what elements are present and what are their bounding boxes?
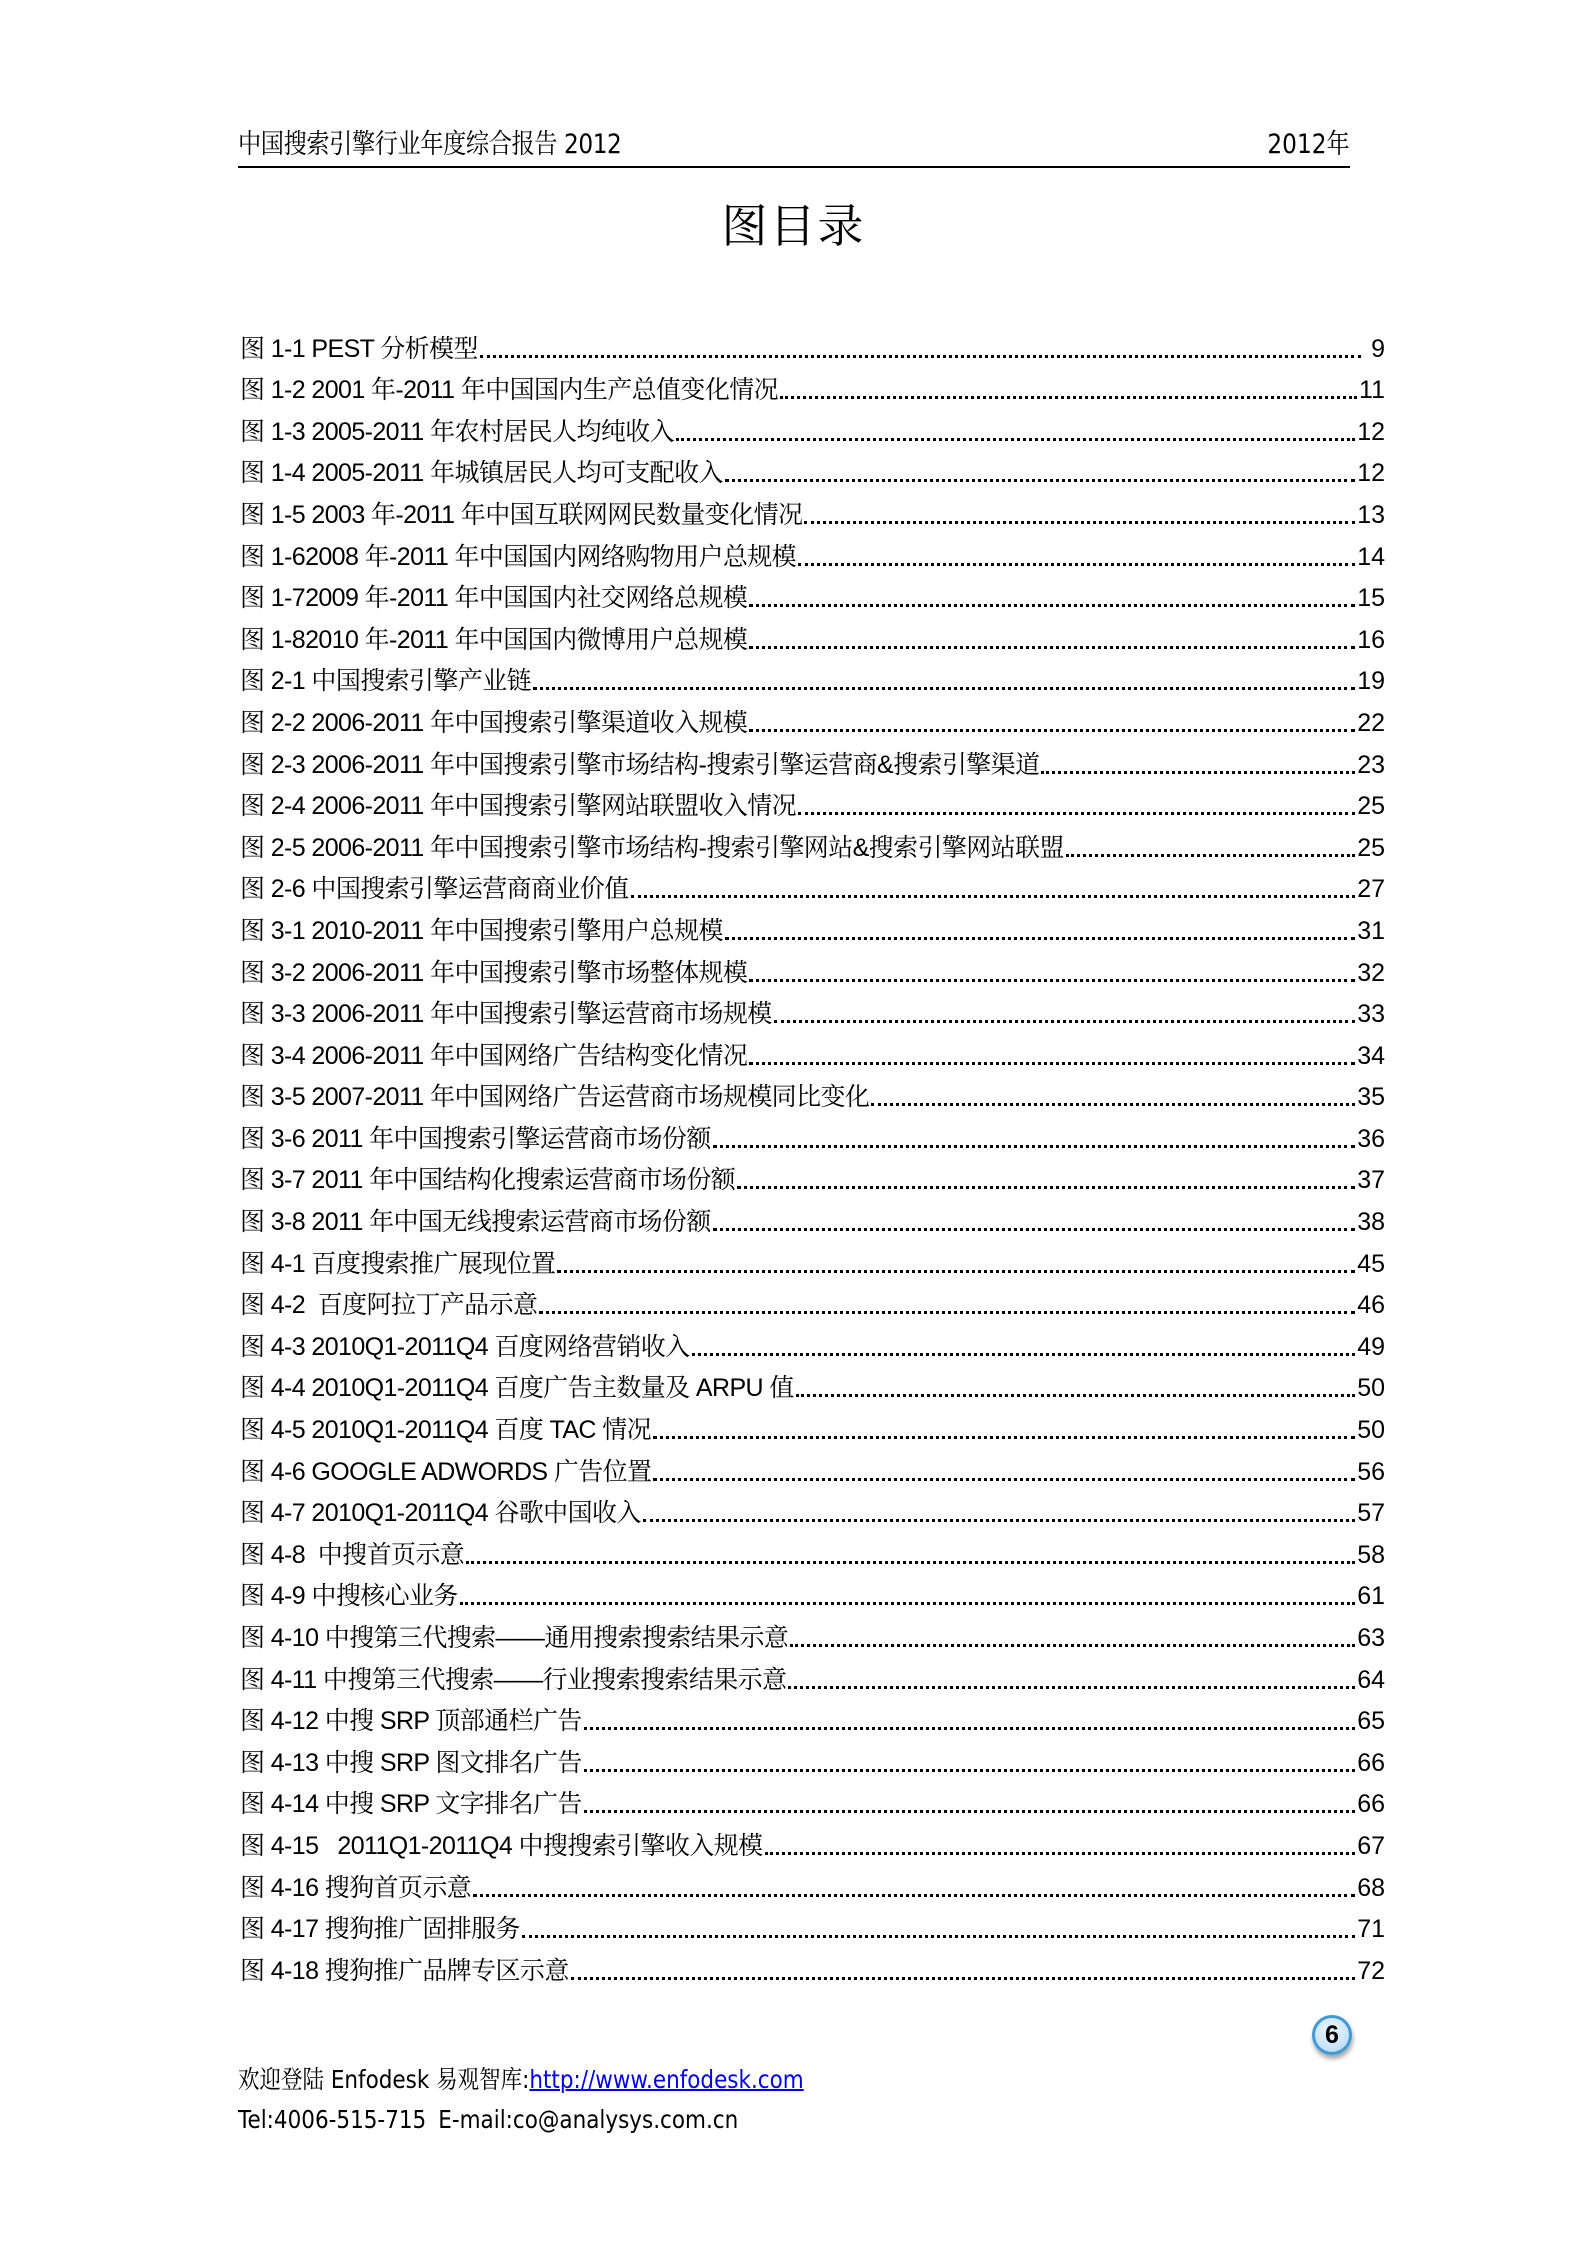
toc-entry[interactable] [240, 780, 1385, 822]
toc-entry-page-number: 46 [1357, 1291, 1385, 1320]
toc-entry-page-number: 50 [1357, 1374, 1385, 1403]
toc-entry-page-number: 19 [1357, 667, 1385, 696]
dot-leader [725, 458, 1355, 488]
toc-entry[interactable] [240, 946, 1385, 988]
toc-entry[interactable] [240, 447, 1385, 489]
toc-entry-page-number: 15 [1357, 584, 1385, 613]
toc-entry-page-number: 14 [1357, 542, 1385, 571]
dot-leader [765, 1831, 1356, 1861]
toc-entry-label: 图 2-1 中国搜索引擎产业链 [240, 667, 532, 696]
toc-entry-page-number: 11 [1359, 376, 1385, 405]
dot-leader [466, 1540, 1355, 1570]
toc-entry[interactable] [240, 1154, 1385, 1196]
toc-entry-page-number: 67 [1357, 1831, 1385, 1860]
dot-leader [571, 1956, 1355, 1986]
toc-entry-page-number: 9 [1371, 334, 1385, 363]
toc-entry-label: 图 3-7 2011 年中国结构化搜索运营商市场份额 [240, 1166, 736, 1195]
toc-entry[interactable] [240, 1861, 1385, 1903]
toc-entry-label: 图 2-2 2006-2011 年中国搜索引擎渠道收入规模 [240, 708, 748, 737]
toc-entry-label: 图 3-5 2007-2011 年中国网络广告运营商市场规模同比变化 [240, 1083, 870, 1112]
footer-welcome-line [238, 2060, 804, 2100]
toc-entry[interactable] [240, 1819, 1385, 1861]
dot-leader [713, 1207, 1355, 1237]
toc-entry[interactable] [240, 1695, 1385, 1737]
dot-leader [749, 583, 1355, 613]
page-number-badge: 6 [1312, 2015, 1352, 2055]
toc-entry-page-number: 12 [1357, 459, 1385, 488]
dot-leader [796, 1373, 1355, 1403]
page-title: 图目录 [721, 199, 866, 253]
dot-leader [522, 1914, 1355, 1944]
toc-entry-label: 图 4-14 中搜 SRP 文字排名广告 [240, 1790, 582, 1819]
dot-leader [557, 1249, 1355, 1279]
toc-entry-page-number: 35 [1357, 1083, 1385, 1112]
dot-leader [749, 625, 1355, 655]
dot-leader [653, 1457, 1355, 1487]
toc-entry-page-number: 16 [1357, 625, 1385, 654]
dot-leader [774, 999, 1356, 1029]
figure-list [240, 322, 1385, 1986]
toc-entry[interactable] [240, 863, 1385, 905]
toc-entry-page-number: 38 [1357, 1208, 1385, 1237]
toc-entry-label: 图 1-5 2003 年-2011 年中国互联网网民数量变化情况 [240, 500, 803, 529]
dot-leader [713, 1124, 1355, 1154]
dot-leader [798, 791, 1355, 821]
toc-entry-page-number: 58 [1357, 1540, 1385, 1569]
toc-entry-label: 图 4-10 中搜第三代搜索——通用搜索搜索结果示意 [240, 1624, 789, 1652]
toc-entry-label: 图 4-12 中搜 SRP 顶部通栏广告 [240, 1707, 582, 1736]
dot-leader [473, 1873, 1355, 1903]
toc-entry-label: 图 1-4 2005-2011 年城镇居民人均可支配收入 [240, 459, 723, 488]
toc-entry[interactable] [240, 1487, 1385, 1529]
dot-leader [643, 1498, 1355, 1528]
toc-entry-label: 图 4-4 2010Q1-2011Q4 百度广告主数量及 ARPU 值 [240, 1374, 794, 1403]
toc-entry[interactable] [240, 1736, 1385, 1778]
toc-entry-label: 图 4-11 中搜第三代搜索——行业搜索搜索结果示意 [240, 1665, 787, 1694]
toc-entry-page-number: 56 [1357, 1457, 1385, 1486]
toc-entry-label: 图 3-2 2006-2011 年中国搜索引擎市场整体规模 [240, 958, 748, 987]
toc-entry-page-number: 61 [1357, 1582, 1385, 1611]
toc-entry-label: 图 1-3 2005-2011 年农村居民人均纯收入 [240, 417, 675, 446]
toc-entry[interactable] [240, 1778, 1385, 1820]
report-year: 2012年 [1267, 129, 1350, 160]
toc-entry-label: 图 4-18 搜狗推广品牌专区示意 [240, 1956, 569, 1985]
toc-entry-label: 图 3-1 2010-2011 年中国搜索引擎用户总规模 [240, 916, 723, 945]
toc-entry[interactable] [240, 1362, 1385, 1404]
toc-entry-label: 图 4-5 2010Q1-2011Q4 百度 TAC 情况 [240, 1416, 652, 1445]
toc-entry[interactable] [240, 364, 1385, 406]
toc-entry[interactable] [240, 1528, 1385, 1570]
toc-entry[interactable] [240, 1029, 1385, 1071]
toc-entry-page-number: 50 [1357, 1416, 1385, 1445]
toc-entry-label: 图 1-1 PEST 分析模型 [240, 334, 478, 363]
toc-entry[interactable] [240, 696, 1385, 738]
toc-entry[interactable] [240, 1944, 1385, 1986]
toc-entry-label: 图 3-8 2011 年中国无线搜索运营商市场份额 [240, 1208, 711, 1237]
toc-entry-label: 图 4-17 搜狗推广固排服务 [240, 1915, 520, 1944]
toc-entry-page-number: 27 [1357, 875, 1385, 904]
dot-leader [749, 958, 1355, 988]
toc-entry[interactable] [240, 1570, 1385, 1612]
toc-entry-page-number: 34 [1357, 1041, 1385, 1070]
toc-entry-page-number: 25 [1357, 833, 1385, 862]
dot-leader [460, 1581, 1355, 1611]
toc-entry-label: 图 3-4 2006-2011 年中国网络广告结构变化情况 [240, 1041, 748, 1070]
toc-entry-page-number: 12 [1357, 417, 1385, 446]
toc-entry-page-number: 65 [1357, 1707, 1385, 1736]
toc-entry-page-number: 57 [1357, 1499, 1385, 1528]
toc-entry-page-number: 13 [1357, 500, 1385, 529]
dot-leader [692, 1332, 1356, 1362]
toc-entry[interactable] [240, 1611, 1385, 1653]
toc-entry-page-number: 72 [1357, 1956, 1385, 1985]
toc-entry-page-number: 63 [1357, 1624, 1385, 1652]
report-title: 中国搜索引擎行业年度综合报告 2012 [238, 129, 622, 160]
footer-tel: Tel:4006-515-715 [238, 2105, 427, 2134]
dot-leader [749, 708, 1355, 738]
toc-entry-page-number: 45 [1357, 1249, 1385, 1278]
dot-leader [631, 874, 1356, 904]
toc-entry[interactable] [240, 1403, 1385, 1445]
toc-entry-page-number: 31 [1357, 916, 1385, 945]
dot-leader [788, 1665, 1355, 1695]
dot-leader [780, 375, 1357, 405]
toc-entry-label: 图 4-2 百度阿拉丁产品示意 [240, 1291, 538, 1320]
footer-welcome-text: 欢迎登陆 Enfodesk 易观智库: [238, 2065, 530, 2094]
toc-entry[interactable] [240, 1237, 1385, 1279]
toc-entry-label: 图 3-3 2006-2011 年中国搜索引擎运营商市场规模 [240, 1000, 772, 1029]
toc-entry-label: 图 4-16 搜狗首页示意 [240, 1873, 472, 1902]
dot-leader [584, 1706, 1355, 1736]
toc-entry-page-number: 64 [1357, 1665, 1385, 1694]
toc-entry-label: 图 1-82010 年-2011 年中国国内微博用户总规模 [240, 625, 748, 654]
toc-entry[interactable] [240, 405, 1385, 447]
toc-entry[interactable] [240, 738, 1385, 780]
toc-entry[interactable] [240, 904, 1385, 946]
toc-entry[interactable] [240, 1445, 1385, 1487]
toc-entry[interactable] [240, 1320, 1385, 1362]
toc-entry[interactable] [240, 655, 1385, 697]
toc-entry-page-number: 32 [1357, 958, 1385, 987]
toc-entry-label: 图 1-72009 年-2011 年中国国内社交网络总规模 [240, 584, 748, 613]
toc-entry-page-number: 71 [1357, 1915, 1385, 1944]
toc-entry-page-number: 36 [1357, 1124, 1385, 1153]
toc-entry-label: 图 2-5 2006-2011 年中国搜索引擎市场结构-搜索引擎网站&搜索引擎网站联盟 [240, 833, 1064, 862]
toc-entry[interactable] [240, 1071, 1385, 1113]
toc-entry-page-number: 68 [1357, 1873, 1385, 1902]
toc-entry-page-number: 66 [1357, 1748, 1385, 1777]
page-header [238, 118, 1350, 168]
toc-entry-label: 图 3-6 2011 年中国搜索引擎运营商市场份额 [240, 1124, 711, 1153]
toc-entry[interactable] [240, 530, 1385, 572]
toc-entry-page-number: 66 [1357, 1790, 1385, 1819]
toc-entry[interactable] [240, 988, 1385, 1030]
dot-leader [539, 1290, 1355, 1320]
toc-entry[interactable] [240, 1195, 1385, 1237]
toc-entry-page-number: 37 [1357, 1166, 1385, 1195]
dot-leader [584, 1748, 1355, 1778]
toc-entry-page-number: 49 [1357, 1332, 1385, 1361]
toc-entry[interactable] [240, 1653, 1385, 1695]
dot-leader [749, 1041, 1355, 1071]
toc-entry-page-number: 25 [1357, 792, 1385, 821]
dot-leader [584, 1789, 1355, 1819]
toc-entry[interactable] [240, 1903, 1385, 1945]
toc-entry-label: 图 4-8 中搜首页示意 [240, 1540, 465, 1569]
dot-leader [804, 500, 1355, 530]
toc-entry-page-number: 23 [1357, 750, 1385, 779]
dot-leader [871, 1082, 1355, 1112]
toc-entry[interactable] [240, 488, 1385, 530]
toc-entry-label: 图 2-3 2006-2011 年中国搜索引擎市场结构-搜索引擎运营商&搜索引擎渠道 [240, 750, 1040, 779]
toc-entry-label: 图 4-13 中搜 SRP 图文排名广告 [240, 1748, 582, 1777]
page-footer [238, 2060, 896, 2140]
footer-email: E-mail:co@analysys.com.cn [438, 2105, 739, 2134]
toc-entry-label: 图 4-15 2011Q1-2011Q4 中搜搜索引擎收入规模 [240, 1831, 763, 1860]
toc-entry-page-number: 22 [1357, 708, 1385, 737]
dot-leader [790, 1623, 1355, 1653]
toc-entry-label: 图 4-6 GOOGLE ADWORDS 广告位置 [240, 1457, 652, 1486]
toc-entry[interactable] [240, 572, 1385, 614]
dot-leader [480, 334, 1361, 364]
toc-entry-label: 图 1-62008 年-2011 年中国国内网络购物用户总规模 [240, 542, 797, 571]
toc-entry[interactable] [240, 613, 1385, 655]
dot-leader [1066, 833, 1355, 863]
dot-leader [798, 542, 1355, 572]
toc-entry-page-number: 33 [1357, 1000, 1385, 1029]
toc-entry-label: 图 1-2 2001 年-2011 年中国国内生产总值变化情况 [240, 376, 779, 405]
dot-leader [653, 1415, 1355, 1445]
toc-entry-label: 图 4-7 2010Q1-2011Q4 谷歌中国收入 [240, 1499, 641, 1528]
toc-entry-label: 图 4-1 百度搜索推广展现位置 [240, 1249, 556, 1278]
dot-leader [725, 916, 1355, 946]
toc-entry-label: 图 2-6 中国搜索引擎运营商商业价值 [240, 875, 629, 904]
toc-entry-label: 图 4-9 中搜核心业务 [240, 1582, 458, 1611]
enfodesk-link[interactable]: http://www.enfodesk.com [529, 2065, 804, 2094]
dot-leader [676, 417, 1355, 447]
toc-entry[interactable] [240, 821, 1385, 863]
toc-entry[interactable] [240, 1112, 1385, 1154]
footer-contact-line [238, 2100, 804, 2140]
dot-leader [737, 1165, 1355, 1195]
toc-entry-label: 图 2-4 2006-2011 年中国搜索引擎网站联盟收入情况 [240, 792, 797, 821]
dot-leader [533, 666, 1355, 696]
toc-entry[interactable] [240, 322, 1385, 364]
toc-entry-label: 图 4-3 2010Q1-2011Q4 百度网络营销收入 [240, 1332, 690, 1361]
toc-entry[interactable] [240, 1279, 1385, 1321]
dot-leader [1041, 750, 1355, 780]
